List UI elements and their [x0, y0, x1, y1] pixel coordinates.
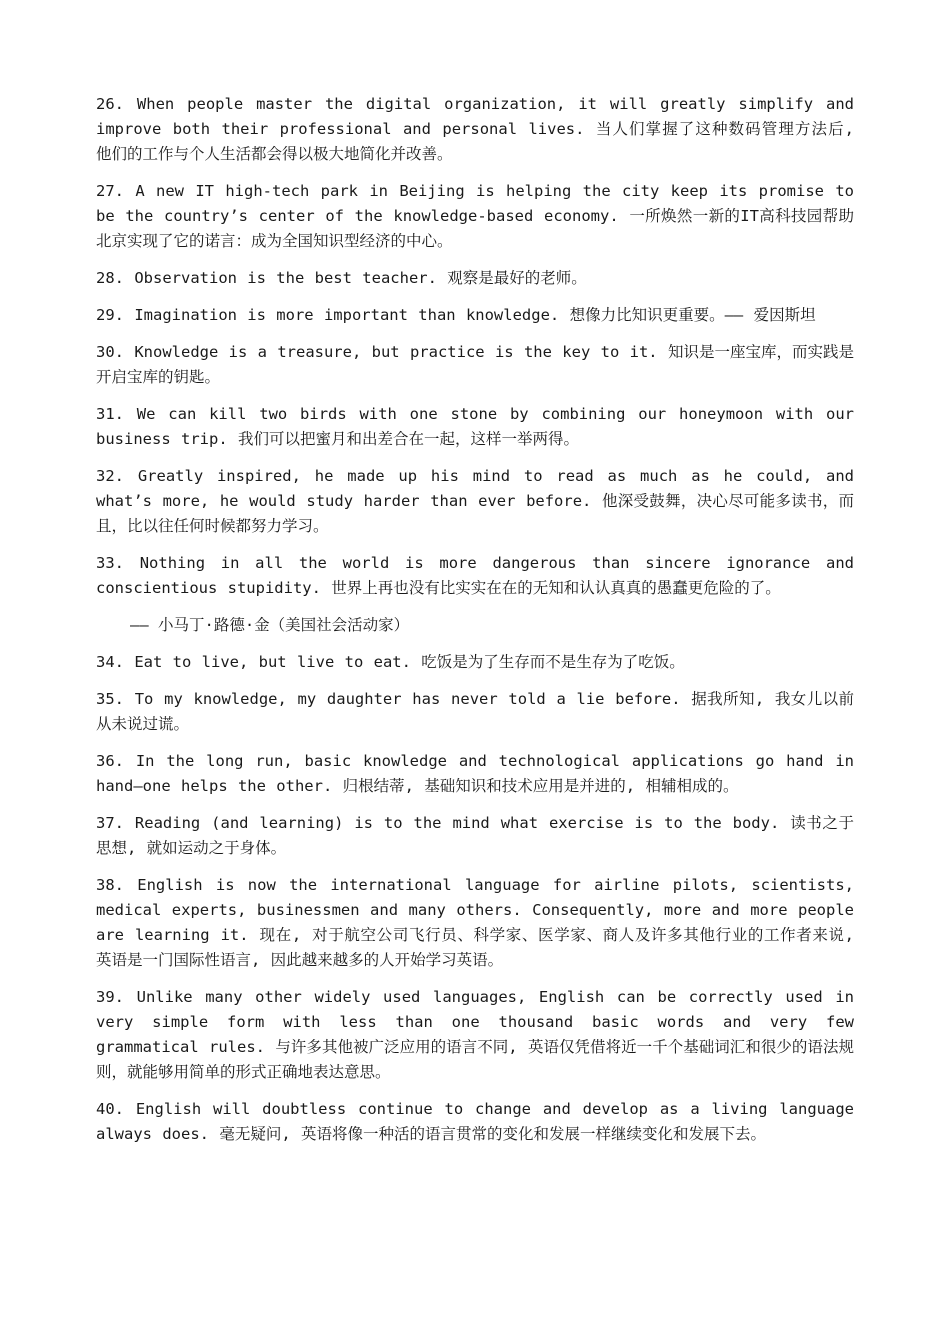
sentence-36: 36. In the long run, basic knowledge and technological applications go hand in hand—one helps the other. 归根结蒂, 基础知识和技术应用是并进的, 相辅相成的。: [96, 752, 854, 795]
sentence-34: 34. Eat to live, but live to eat. 吃饭是为了生存而不是生存为了吃饭。: [96, 653, 685, 671]
document-page: [96, 92, 854, 1159]
sentence-33: 33. Nothing in all the world is more dangerous than sincere ignorance and conscientious stupidity. 世界上再也没有比实实在在的无知和认认真真的愚蠢更危险的了。: [96, 554, 854, 597]
sentence-27: 27. A new IT high-tech park in Beijing is helping the city keep its promise to be the country’s center of the knowledge-based economy. 一所焕然一新的IT高科技园帮助北京实现了它的诺言：成为全国知识型经济的中心。: [96, 182, 854, 250]
sentence-26: 26. When people master the digital organization, it will greatly simplify and improve both their professional and personal lives. 当人们掌握了这种数码管理方法后, 他们的工作与个人生活都会得以极大地简化并改善。: [96, 95, 854, 163]
sentence-30: 30. Knowledge is a treasure, but practice is the key to it. 知识是一座宝库，而实践是开启宝库的钥匙。: [96, 343, 854, 386]
sentence-38: 38. English is now the international language for airline pilots, scientists, medical experts, businessmen and many others. Consequently, more and more people are learning it. 现在, 对于航空公司飞行员、科学家、医学家、商人及许多其他行业的工作者来说, 英语是一门国际性语言, 因此越来越多的人开始学习英语。: [96, 876, 854, 969]
sentence-35: 35. To my knowledge, my daughter has never told a lie before. 据我所知, 我女儿以前从未说过谎。: [96, 690, 854, 733]
sentence-40: 40. English will doubtless continue to change and develop as a living language always does. 毫无疑问, 英语将像一种活的语言贯常的变化和发展一样继续变化和发展下去。: [96, 1100, 854, 1143]
quote-attribution: —— 小马丁·路德·金（美国社会活动家）: [130, 616, 410, 634]
sentence-29: 29. Imagination is more important than knowledge. 想像力比知识更重要。—— 爱因斯坦: [96, 306, 816, 324]
sentence-31: 31. We can kill two birds with one stone by combining our honeymoon with our business trip. 我们可以把蜜月和出差合在一起，这样一举两得。: [96, 405, 854, 448]
sentence-37: 37. Reading (and learning) is to the mind what exercise is to the body. 读书之于思想, 就如运动之于身体。: [96, 814, 854, 857]
sentence-28: 28. Observation is the best teacher. 观察是最好的老师。: [96, 269, 587, 287]
sentence-32: 32. Greatly inspired, he made up his mind to read as much as he could, and what’s more, he would study harder than ever before. 他深受鼓舞，决心尽可能多读书，而且，比以往任何时候都努力学习。: [96, 467, 854, 535]
sentence-39: 39. Unlike many other widely used languages, English can be correctly used in very simple form with less than one thousand basic words and very few grammatical rules. 与许多其他被广泛应用的语言不同, 英语仅凭借将近一千个基础词汇和很少的语法规则，就能够用简单的形式正确地表达意思。: [96, 988, 854, 1081]
